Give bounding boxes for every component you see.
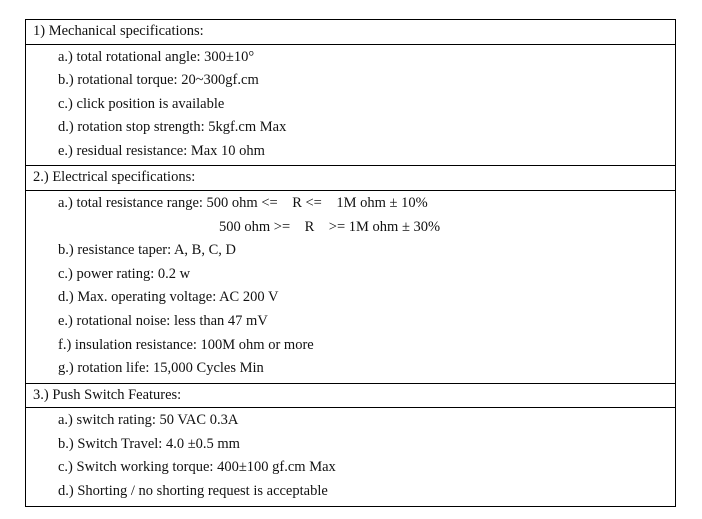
section-body-electrical: [26, 191, 675, 384]
section-header-mechanical: 1) Mechanical specifications:: [26, 20, 675, 45]
spec-line: b.) Switch Travel: 4.0 ±0.5 mm: [58, 435, 240, 452]
spec-line: b.) rotational torque: 20~300gf.cm: [58, 72, 259, 89]
spec-line: d.) rotation stop strength: 5kgf.cm Max: [58, 119, 287, 136]
spec-line: a.) switch rating: 50 VAC 0.3A: [58, 412, 239, 429]
spec-line: c.) power rating: 0.2 w: [58, 265, 191, 282]
spec-line-continued: 500 ohm >= R >= 1M ohm ± 30%: [219, 218, 441, 235]
spec-line: c.) Switch working torque: 400±100 gf.cm Max: [58, 459, 336, 476]
spec-line: d.) Max. operating voltage: AC 200 V: [58, 289, 279, 306]
spec-line: g.) rotation life: 15,000 Cycles Min: [58, 360, 264, 377]
spec-line: e.) rotational noise: less than 47 mV: [58, 312, 268, 329]
spec-line: b.) resistance taper: A, B, C, D: [58, 242, 236, 259]
section-body-push-switch: [26, 408, 675, 505]
section-header-electrical: 2.) Electrical specifications:: [26, 166, 675, 191]
spec-line: a.) total resistance range: 500 ohm <= R <= 1M ohm ± 10%: [58, 194, 428, 211]
section-header-push-switch: 3.) Push Switch Features:: [26, 384, 675, 409]
spec-table: [25, 19, 676, 507]
spec-line: f.) insulation resistance: 100M ohm or more: [58, 336, 314, 353]
spec-line: a.) total rotational angle: 300±10°: [58, 48, 255, 65]
spec-line: e.) residual resistance: Max 10 ohm: [58, 142, 265, 159]
section-body-mechanical: [26, 45, 675, 167]
spec-line: c.) click position is available: [58, 95, 225, 112]
spec-line: d.) Shorting / no shorting request is acceptable: [58, 483, 328, 499]
